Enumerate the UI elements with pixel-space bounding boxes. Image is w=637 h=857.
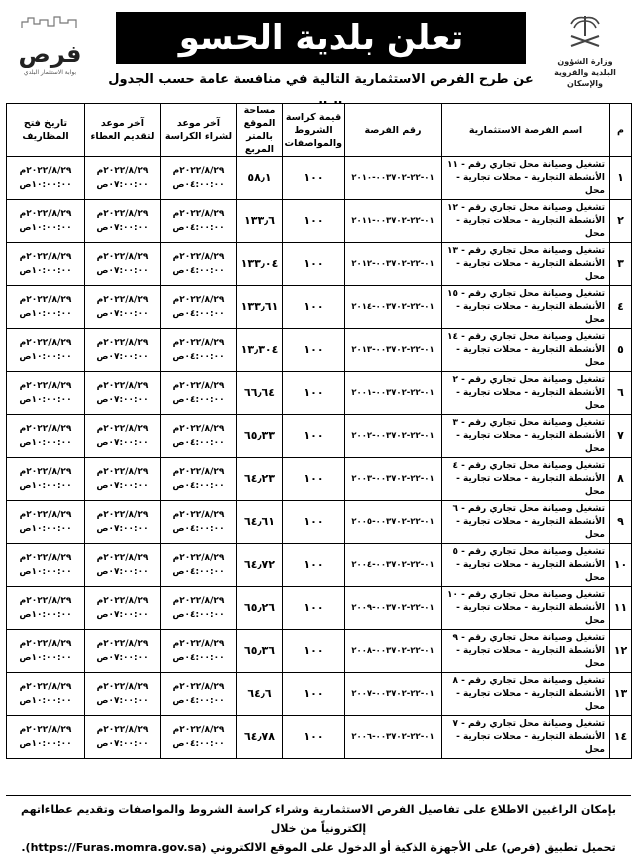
buy-deadline (161, 243, 237, 286)
opportunity-name (442, 415, 610, 458)
opening-date (7, 458, 85, 501)
buy-deadline-date: ٢٠٢٢/٨/٢٩م (172, 381, 225, 391)
footer-note (6, 795, 631, 854)
buy-deadline-date: ٢٠٢٢/٨/٢٩م (172, 682, 225, 692)
opportunity-name-line-2: الأنشطة التجارية - محلات تجارية - محل (456, 645, 605, 669)
opening-date-date: ٢٠٢٢/٨/٢٩م (19, 209, 72, 219)
opening-date (7, 372, 85, 415)
bid-deadline (85, 329, 161, 372)
opening-date (7, 415, 85, 458)
col-header-bid-deadline: آخر موعد لتقديم العطاء (85, 104, 161, 157)
row-index: ١٠ (610, 544, 632, 587)
col-header-id: رقم الفرصة (345, 104, 442, 157)
buy-deadline-date: ٢٠٢٢/٨/٢٩م (172, 252, 225, 262)
buy-deadline-date: ٢٠٢٢/٨/٢٩م (172, 209, 225, 219)
opportunity-id: ٠١-٢٢-٠٠٣٧٠٢-٢٠٠٣ (345, 458, 442, 501)
opportunity-name-line-2: الأنشطة التجارية - محلات تجارية - محل (456, 301, 605, 325)
page-subtitle: عن طرح الفرص الاستثمارية التالية في منافسة عامة حسب الجدول (108, 72, 534, 87)
opportunity-name-line-1: تشغيل وصيانة محل تجاري رقم - ١٢ (447, 202, 605, 213)
opportunity-name-line-2: الأنشطة التجارية - محلات تجارية - محل (456, 215, 605, 239)
opening-date-time: ١٠:٠٠:٠٠ص (19, 352, 72, 362)
site-area: ١٣٣٫٦١ (237, 286, 283, 329)
bid-deadline (85, 587, 161, 630)
opportunity-id: ٠١-٢٢-٠٠٣٧٠٢-٢٠١٣ (345, 329, 442, 372)
opportunity-id: ٠١-٢٢-٠٠٣٧٠٢-٢٠٠٩ (345, 587, 442, 630)
opportunity-name (442, 372, 610, 415)
opportunity-name-line-1: تشغيل وصيانة محل تجاري رقم - ١٥ (447, 288, 605, 299)
opportunity-name (442, 501, 610, 544)
opening-date-time: ١٠:٠٠:٠٠ص (19, 266, 72, 276)
bid-deadline-date: ٢٠٢٢/٨/٢٩م (96, 682, 149, 692)
opening-date (7, 200, 85, 243)
opening-date-time: ١٠:٠٠:٠٠ص (19, 180, 72, 190)
bid-deadline-time: ٠٧:٠٠:٠٠ص (96, 524, 149, 534)
table-row (7, 329, 632, 372)
booklet-price: ١٠٠ (283, 501, 345, 544)
opportunity-name-line-1: تشغيل وصيانة محل تجاري رقم - ٣ (452, 417, 605, 428)
buy-deadline-date: ٢٠٢٢/٨/٢٩م (172, 596, 225, 606)
bid-deadline (85, 544, 161, 587)
ministry-logo (545, 12, 625, 94)
site-area: ٦٥٫٣٦ (237, 630, 283, 673)
buy-deadline (161, 329, 237, 372)
row-index: ٦ (610, 372, 632, 415)
bid-deadline-date: ٢٠٢٢/٨/٢٩م (96, 467, 149, 477)
opportunity-id: ٠١-٢٢-٠٠٣٧٠٢-٢٠١١ (345, 200, 442, 243)
bid-deadline-date: ٢٠٢٢/٨/٢٩م (96, 381, 149, 391)
buy-deadline-time: ٠٤:٠٠:٠٠ص (172, 481, 225, 491)
buy-deadline-date: ٢٠٢٢/٨/٢٩م (172, 424, 225, 434)
buy-deadline (161, 200, 237, 243)
opportunity-name-line-1: تشغيل وصيانة محل تجاري رقم - ١٠ (447, 589, 605, 600)
bid-deadline-time: ٠٧:٠٠:٠٠ص (96, 395, 149, 405)
opening-date-time: ١٠:٠٠:٠٠ص (19, 696, 72, 706)
opportunity-id: ٠١-٢٢-٠٠٣٧٠٢-٢٠٠٥ (345, 501, 442, 544)
table-row (7, 286, 632, 329)
opportunity-name-line-2: الأنشطة التجارية - محلات تجارية - محل (456, 688, 605, 712)
opening-date-date: ٢٠٢٢/٨/٢٩م (19, 381, 72, 391)
buy-deadline (161, 501, 237, 544)
opportunity-name-line-1: تشغيل وصيانة محل تجاري رقم - ١٤ (447, 331, 605, 342)
table-row (7, 243, 632, 286)
opportunity-name-line-1: تشغيل وصيانة محل تجاري رقم - ٦ (452, 503, 605, 514)
row-index: ٢ (610, 200, 632, 243)
bid-deadline-date: ٢٠٢٢/٨/٢٩م (96, 725, 149, 735)
table-row (7, 544, 632, 587)
bid-deadline (85, 716, 161, 759)
buy-deadline-time: ٠٤:٠٠:٠٠ص (172, 524, 225, 534)
bid-deadline-date: ٢٠٢٢/٨/٢٩م (96, 553, 149, 563)
row-index: ٥ (610, 329, 632, 372)
booklet-price: ١٠٠ (283, 716, 345, 759)
furas-logo-subtext: بوابة الاستثمار البلدي (23, 69, 77, 76)
buy-deadline-time: ٠٤:٠٠:٠٠ص (172, 610, 225, 620)
opening-date-date: ٢٠٢٢/٨/٢٩م (19, 424, 72, 434)
table-row (7, 200, 632, 243)
buy-deadline (161, 673, 237, 716)
bid-deadline (85, 286, 161, 329)
opening-date-time: ١٠:٠٠:٠٠ص (19, 223, 72, 233)
booklet-price: ١٠٠ (283, 243, 345, 286)
opening-date-time: ١٠:٠٠:٠٠ص (19, 653, 72, 663)
opening-date-date: ٢٠٢٢/٨/٢٩م (19, 166, 72, 176)
booklet-price: ١٠٠ (283, 458, 345, 501)
bid-deadline (85, 243, 161, 286)
bid-deadline-time: ٠٧:٠٠:٠٠ص (96, 352, 149, 362)
opening-date-time: ١٠:٠٠:٠٠ص (19, 481, 72, 491)
opening-date-time: ١٠:٠٠:٠٠ص (19, 739, 72, 749)
col-header-opening-date: تاريخ فتح المظاريف (7, 104, 85, 157)
opportunity-name-line-1: تشغيل وصيانة محل تجاري رقم - ٧ (452, 718, 605, 729)
opportunity-name-line-2: الأنشطة التجارية - محلات تجارية - محل (456, 559, 605, 583)
col-header-area: مساحة الموقع بالمتر المربع (237, 104, 283, 157)
opportunity-name-line-1: تشغيل وصيانة محل تجاري رقم - ١١ (447, 159, 605, 170)
bid-deadline-time: ٠٧:٠٠:٠٠ص (96, 481, 149, 491)
buy-deadline (161, 716, 237, 759)
opportunity-name (442, 716, 610, 759)
buy-deadline-date: ٢٠٢٢/٨/٢٩م (172, 725, 225, 735)
opening-date-time: ١٠:٠٠:٠٠ص (19, 610, 72, 620)
site-area: ٦٤٫٧٢ (237, 544, 283, 587)
site-area: ٦٦٫٦٤ (237, 372, 283, 415)
buy-deadline (161, 372, 237, 415)
opportunity-name (442, 243, 610, 286)
opening-date-time: ١٠:٠٠:٠٠ص (19, 438, 72, 448)
bid-deadline-date: ٢٠٢٢/٨/٢٩م (96, 295, 149, 305)
col-header-price: قيمة كراسة الشروط والمواصفات (283, 104, 345, 157)
col-header-name: اسم الفرصة الاستثمارية (442, 104, 610, 157)
site-area: ٦٤٫٧٨ (237, 716, 283, 759)
col-header-buy-deadline: آخر موعد لشراء الكراسة (161, 104, 237, 157)
col-header-index: م (610, 104, 632, 157)
buy-deadline-time: ٠٤:٠٠:٠٠ص (172, 438, 225, 448)
bid-deadline (85, 372, 161, 415)
buy-deadline-time: ٠٤:٠٠:٠٠ص (172, 567, 225, 577)
opportunity-name-line-1: تشغيل وصيانة محل تجاري رقم - ٨ (452, 675, 605, 686)
opportunity-name (442, 587, 610, 630)
site-area: ٦٤٫٢٣ (237, 458, 283, 501)
opening-date-time: ١٠:٠٠:٠٠ص (19, 395, 72, 405)
opportunity-id: ٠١-٢٢-٠٠٣٧٠٢-٢٠١٠ (345, 157, 442, 200)
bid-deadline-time: ٠٧:٠٠:٠٠ص (96, 266, 149, 276)
row-index: ٩ (610, 501, 632, 544)
ministry-name: وزارة الشؤون البلدية والقروية والإسكان (554, 57, 616, 88)
table-row (7, 501, 632, 544)
row-index: ١ (610, 157, 632, 200)
opportunity-id: ٠١-٢٢-٠٠٣٧٠٢-٢٠١٢ (345, 243, 442, 286)
buy-deadline-time: ٠٤:٠٠:٠٠ص (172, 696, 225, 706)
booklet-price: ١٠٠ (283, 544, 345, 587)
opening-date (7, 329, 85, 372)
opening-date (7, 544, 85, 587)
row-index: ٣ (610, 243, 632, 286)
buy-deadline (161, 415, 237, 458)
opening-date-time: ١٠:٠٠:٠٠ص (19, 309, 72, 319)
bid-deadline-date: ٢٠٢٢/٨/٢٩م (96, 252, 149, 262)
opportunity-id: ٠١-٢٢-٠٠٣٧٠٢-٢٠٠١ (345, 372, 442, 415)
bid-deadline-date: ٢٠٢٢/٨/٢٩م (96, 209, 149, 219)
header (6, 6, 631, 96)
row-index: ١٢ (610, 630, 632, 673)
opening-date-date: ٢٠٢٢/٨/٢٩م (19, 252, 72, 262)
bid-deadline-date: ٢٠٢٢/٨/٢٩م (96, 338, 149, 348)
opening-date-date: ٢٠٢٢/٨/٢٩م (19, 596, 72, 606)
buy-deadline (161, 587, 237, 630)
opportunity-name-line-2: الأنشطة التجارية - محلات تجارية - محل (456, 258, 605, 282)
table-row (7, 415, 632, 458)
row-index: ١٤ (610, 716, 632, 759)
buy-deadline-time: ٠٤:٠٠:٠٠ص (172, 739, 225, 749)
opportunity-name-line-1: تشغيل وصيانة محل تجاري رقم - ٤ (452, 460, 605, 471)
buy-deadline-time: ٠٤:٠٠:٠٠ص (172, 309, 225, 319)
opportunity-name-line-1: تشغيل وصيانة محل تجاري رقم - ٥ (452, 546, 605, 557)
opportunity-id: ٠١-٢٢-٠٠٣٧٠٢-٢٠٠٧ (345, 673, 442, 716)
row-index: ١٣ (610, 673, 632, 716)
palm-swords-icon (565, 12, 605, 52)
table-row (7, 372, 632, 415)
opening-date (7, 716, 85, 759)
bid-deadline-time: ٠٧:٠٠:٠٠ص (96, 696, 149, 706)
booklet-price: ١٠٠ (283, 157, 345, 200)
opportunity-name (442, 157, 610, 200)
buy-deadline-date: ٢٠٢٢/٨/٢٩م (172, 295, 225, 305)
opportunity-id: ٠١-٢٢-٠٠٣٧٠٢-٢٠٠٨ (345, 630, 442, 673)
buy-deadline (161, 157, 237, 200)
opportunity-name-line-2: الأنشطة التجارية - محلات تجارية - محل (456, 473, 605, 497)
bid-deadline-date: ٢٠٢٢/٨/٢٩م (96, 639, 149, 649)
opportunity-id: ٠١-٢٢-٠٠٣٧٠٢-٢٠٠٤ (345, 544, 442, 587)
bid-deadline (85, 157, 161, 200)
opening-date-date: ٢٠٢٢/٨/٢٩م (19, 725, 72, 735)
booklet-price: ١٠٠ (283, 200, 345, 243)
bid-deadline (85, 200, 161, 243)
bid-deadline (85, 458, 161, 501)
booklet-price: ١٠٠ (283, 329, 345, 372)
opportunity-name-line-2: الأنشطة التجارية - محلات تجارية - محل (456, 602, 605, 626)
opening-date-time: ١٠:٠٠:٠٠ص (19, 524, 72, 534)
opening-date-date: ٢٠٢٢/٨/٢٩م (19, 467, 72, 477)
site-area: ٥٨٫١ (237, 157, 283, 200)
buy-deadline-date: ٢٠٢٢/٨/٢٩م (172, 467, 225, 477)
table-row (7, 673, 632, 716)
buy-deadline (161, 458, 237, 501)
footer-line-2: تحميل تطبيق (فرص) على الأجهزة الذكية أو الدخول على الموقع الالكتروني (https://Furas.momra.gov.sa). (21, 841, 616, 854)
opening-date (7, 501, 85, 544)
booklet-price: ١٠٠ (283, 415, 345, 458)
buy-deadline-time: ٠٤:٠٠:٠٠ص (172, 352, 225, 362)
furas-logo-text: فرص (18, 40, 82, 68)
buy-deadline-time: ٠٤:٠٠:٠٠ص (172, 653, 225, 663)
bid-deadline-time: ٠٧:٠٠:٠٠ص (96, 567, 149, 577)
opening-date-date: ٢٠٢٢/٨/٢٩م (19, 639, 72, 649)
opportunity-name (442, 286, 610, 329)
opening-date-date: ٢٠٢٢/٨/٢٩م (19, 553, 72, 563)
bid-deadline (85, 673, 161, 716)
opportunity-id: ٠١-٢٢-٠٠٣٧٠٢-٢٠٠٦ (345, 716, 442, 759)
opening-date-date: ٢٠٢٢/٨/٢٩م (19, 295, 72, 305)
buy-deadline-date: ٢٠٢٢/٨/٢٩م (172, 510, 225, 520)
bid-deadline (85, 501, 161, 544)
opening-date (7, 243, 85, 286)
opportunity-name (442, 673, 610, 716)
row-index: ١١ (610, 587, 632, 630)
opportunity-name-line-2: الأنشطة التجارية - محلات تجارية - محل (456, 344, 605, 368)
buy-deadline (161, 630, 237, 673)
opportunity-name-line-1: تشغيل وصيانة محل تجاري رقم - ١٣ (447, 245, 605, 256)
opening-date-time: ١٠:٠٠:٠٠ص (19, 567, 72, 577)
opening-date (7, 587, 85, 630)
bid-deadline-time: ٠٧:٠٠:٠٠ص (96, 223, 149, 233)
buy-deadline-date: ٢٠٢٢/٨/٢٩م (172, 166, 225, 176)
opening-date-date: ٢٠٢٢/٨/٢٩م (19, 682, 72, 692)
table-header-row (7, 104, 632, 157)
site-area: ٦٥٫٢٦ (237, 587, 283, 630)
site-area: ١٣٫٣٠٤ (237, 329, 283, 372)
booklet-price: ١٠٠ (283, 630, 345, 673)
site-area: ١٣٣٫٠٤ (237, 243, 283, 286)
bid-deadline (85, 415, 161, 458)
furas-logo (10, 14, 90, 94)
skyline-icon (20, 14, 80, 30)
opportunity-name (442, 544, 610, 587)
buy-deadline-date: ٢٠٢٢/٨/٢٩م (172, 639, 225, 649)
bid-deadline-date: ٢٠٢٢/٨/٢٩م (96, 596, 149, 606)
opportunity-id: ٠١-٢٢-٠٠٣٧٠٢-٢٠١٤ (345, 286, 442, 329)
opportunity-name-line-2: الأنشطة التجارية - محلات تجارية - محل (456, 387, 605, 411)
buy-deadline-time: ٠٤:٠٠:٠٠ص (172, 223, 225, 233)
opening-date (7, 286, 85, 329)
opportunity-name-line-2: الأنشطة التجارية - محلات تجارية - محل (456, 430, 605, 454)
opening-date (7, 157, 85, 200)
opportunities-table (6, 103, 632, 759)
opportunity-name-line-2: الأنشطة التجارية - محلات تجارية - محل (456, 172, 605, 196)
opening-date (7, 673, 85, 716)
site-area: ٦٥٫٣٣ (237, 415, 283, 458)
bid-deadline-time: ٠٧:٠٠:٠٠ص (96, 739, 149, 749)
opportunity-name-line-1: تشغيل وصيانة محل تجاري رقم - ٢ (452, 374, 605, 385)
row-index: ٤ (610, 286, 632, 329)
bid-deadline-time: ٠٧:٠٠:٠٠ص (96, 610, 149, 620)
footer-line-1: بإمكان الراغبين الاطلاع على تفاصيل الفرص الاستثمارية وشراء كراسة الشروط والمواصفات وتقديم عطاءاتهم إلكترونياً من خلال (20, 803, 616, 835)
row-index: ٨ (610, 458, 632, 501)
booklet-price: ١٠٠ (283, 286, 345, 329)
site-area: ٦٤٫٦١ (237, 501, 283, 544)
bid-deadline-date: ٢٠٢٢/٨/٢٩م (96, 424, 149, 434)
bid-deadline-time: ٠٧:٠٠:٠٠ص (96, 180, 149, 190)
buy-deadline-time: ٠٤:٠٠:٠٠ص (172, 180, 225, 190)
opening-date-date: ٢٠٢٢/٨/٢٩م (19, 338, 72, 348)
booklet-price: ١٠٠ (283, 587, 345, 630)
opportunity-name-line-2: الأنشطة التجارية - محلات تجارية - محل (456, 516, 605, 540)
site-area: ١٣٣٫٦ (237, 200, 283, 243)
table-row (7, 587, 632, 630)
opportunity-name (442, 329, 610, 372)
opportunity-name (442, 200, 610, 243)
opportunity-name-line-1: تشغيل وصيانة محل تجاري رقم - ٩ (452, 632, 605, 643)
opening-date (7, 630, 85, 673)
bid-deadline-time: ٠٧:٠٠:٠٠ص (96, 438, 149, 448)
buy-deadline-time: ٠٤:٠٠:٠٠ص (172, 266, 225, 276)
table-row (7, 157, 632, 200)
opportunity-name (442, 458, 610, 501)
opportunity-name (442, 630, 610, 673)
table-row (7, 716, 632, 759)
buy-deadline-time: ٠٤:٠٠:٠٠ص (172, 395, 225, 405)
bid-deadline-date: ٢٠٢٢/٨/٢٩م (96, 510, 149, 520)
bid-deadline-time: ٠٧:٠٠:٠٠ص (96, 309, 149, 319)
buy-deadline (161, 286, 237, 329)
bid-deadline (85, 630, 161, 673)
row-index: ٧ (610, 415, 632, 458)
buy-deadline (161, 544, 237, 587)
site-area: ٦٤٫٦ (237, 673, 283, 716)
opening-date-date: ٢٠٢٢/٨/٢٩م (19, 510, 72, 520)
table-row (7, 458, 632, 501)
booklet-price: ١٠٠ (283, 372, 345, 415)
opportunity-id: ٠١-٢٢-٠٠٣٧٠٢-٢٠٠٢ (345, 415, 442, 458)
table-row (7, 630, 632, 673)
buy-deadline-date: ٢٠٢٢/٨/٢٩م (172, 553, 225, 563)
bid-deadline-date: ٢٠٢٢/٨/٢٩م (96, 166, 149, 176)
opportunity-name-line-2: الأنشطة التجارية - محلات تجارية - محل (456, 731, 605, 755)
page-title: تعلن بلدية الحسو (116, 12, 526, 64)
booklet-price: ١٠٠ (283, 673, 345, 716)
bid-deadline-time: ٠٧:٠٠:٠٠ص (96, 653, 149, 663)
buy-deadline-date: ٢٠٢٢/٨/٢٩م (172, 338, 225, 348)
